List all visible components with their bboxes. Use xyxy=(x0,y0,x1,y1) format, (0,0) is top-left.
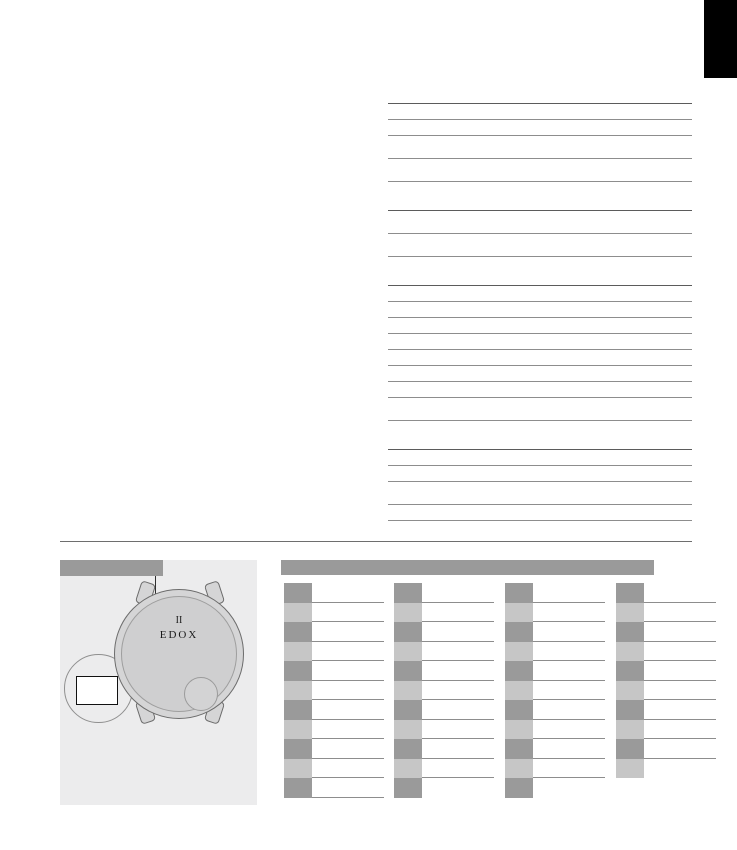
table-label-cell xyxy=(284,603,312,623)
table-label-column xyxy=(394,583,422,798)
corner-tab-marker xyxy=(704,0,737,78)
table-label-cell xyxy=(616,681,644,701)
table-label-cell xyxy=(616,661,644,681)
figure-caption-bar xyxy=(60,560,163,576)
table-label-cell xyxy=(505,681,533,701)
specification-ruled-list xyxy=(388,88,692,521)
table-label-cell xyxy=(394,720,422,740)
table-label-cell xyxy=(616,700,644,720)
section-divider xyxy=(60,541,692,542)
table-value-column xyxy=(422,583,494,798)
table-value-cell xyxy=(422,661,494,681)
rule-row-gap xyxy=(388,182,692,195)
table-value-cell xyxy=(422,739,494,759)
table-label-cell xyxy=(284,661,312,681)
rule-row xyxy=(388,120,692,136)
table-value-cell xyxy=(533,681,605,701)
table-value-cell xyxy=(312,603,384,623)
rule-row xyxy=(388,104,692,120)
table-value-cell xyxy=(533,739,605,759)
watch-dial-mark: II xyxy=(175,615,183,626)
table-value-cell xyxy=(644,603,716,623)
table-value-cell xyxy=(312,661,384,681)
table-label-cell xyxy=(394,700,422,720)
rule-row xyxy=(388,88,692,104)
table-value-cell xyxy=(533,720,605,740)
rule-row xyxy=(388,482,692,505)
rule-row xyxy=(388,450,692,466)
table-label-cell xyxy=(394,583,422,603)
table-label-cell xyxy=(394,661,422,681)
table-value-cell xyxy=(422,583,494,603)
table-value-cell xyxy=(422,700,494,720)
rule-row xyxy=(388,434,692,450)
watch-case xyxy=(114,589,244,719)
table-label-cell xyxy=(284,778,312,798)
table-value-cell xyxy=(644,720,716,740)
table-value-column xyxy=(644,583,716,798)
table-label-cell xyxy=(616,739,644,759)
table-value-cell xyxy=(312,739,384,759)
table-value-cell xyxy=(422,642,494,662)
table-column-group xyxy=(616,583,716,798)
rule-row xyxy=(388,398,692,421)
table-value-cell xyxy=(422,622,494,642)
tables-header-bar xyxy=(281,560,654,575)
table-value-cell xyxy=(644,739,716,759)
table-label-cell xyxy=(284,642,312,662)
table-value-cell xyxy=(644,622,716,642)
table-label-cell xyxy=(505,603,533,623)
table-label-cell xyxy=(284,681,312,701)
table-value-cell xyxy=(644,642,716,662)
table-label-cell xyxy=(505,583,533,603)
table-label-cell xyxy=(505,661,533,681)
rule-row-gap xyxy=(388,257,692,270)
table-value-cell xyxy=(533,778,605,798)
table-value-cell xyxy=(312,681,384,701)
table-value-cell xyxy=(422,778,494,798)
table-label-cell xyxy=(284,720,312,740)
table-label-column xyxy=(616,583,644,798)
watch-subdial xyxy=(184,677,218,711)
table-label-cell xyxy=(616,642,644,662)
reference-tables xyxy=(281,560,692,805)
table-value-cell-empty xyxy=(644,778,716,798)
table-value-cell xyxy=(533,603,605,623)
table-value-cell xyxy=(533,622,605,642)
table-label-cell xyxy=(284,583,312,603)
table-value-cell xyxy=(533,642,605,662)
rule-row xyxy=(388,505,692,521)
table-label-cell xyxy=(505,778,533,798)
table-value-cell xyxy=(312,622,384,642)
watch-dial xyxy=(121,596,237,712)
table-value-cell xyxy=(533,583,605,603)
table-label-cell xyxy=(394,778,422,798)
table-label-cell xyxy=(284,700,312,720)
table-value-column xyxy=(533,583,605,798)
table-label-cell xyxy=(505,759,533,779)
rule-row xyxy=(388,270,692,286)
table-label-cell xyxy=(394,739,422,759)
table-value-column xyxy=(312,583,384,798)
rule-row xyxy=(388,366,692,382)
table-label-cell xyxy=(394,603,422,623)
table-value-cell xyxy=(422,603,494,623)
table-label-cell xyxy=(616,720,644,740)
table-label-cell xyxy=(505,642,533,662)
table-value-cell xyxy=(422,720,494,740)
table-value-cell xyxy=(312,700,384,720)
rule-row xyxy=(388,350,692,366)
table-label-cell xyxy=(616,622,644,642)
table-label-cell xyxy=(616,603,644,623)
rule-row xyxy=(388,382,692,398)
table-value-cell xyxy=(422,681,494,701)
table-label-cell xyxy=(284,622,312,642)
table-value-cell xyxy=(644,700,716,720)
watch-figure-panel xyxy=(60,560,257,805)
table-label-cell xyxy=(284,739,312,759)
table-value-cell xyxy=(312,778,384,798)
table-value-cell xyxy=(312,720,384,740)
table-value-cell xyxy=(312,759,384,779)
table-label-cell xyxy=(394,622,422,642)
table-column-group xyxy=(505,583,605,798)
rule-row-gap xyxy=(388,421,692,434)
callout-window-rect xyxy=(76,676,118,705)
rule-row xyxy=(388,318,692,334)
table-column-group xyxy=(394,583,494,798)
table-value-cell xyxy=(312,583,384,603)
table-label-cell xyxy=(505,720,533,740)
rule-row xyxy=(388,159,692,182)
rule-row xyxy=(388,302,692,318)
table-label-cell xyxy=(616,583,644,603)
table-label-cell xyxy=(394,759,422,779)
table-value-cell xyxy=(644,583,716,603)
table-value-cell xyxy=(312,642,384,662)
table-value-cell xyxy=(533,661,605,681)
table-value-cell xyxy=(533,700,605,720)
table-value-cell xyxy=(644,661,716,681)
rule-row xyxy=(388,234,692,257)
rule-row xyxy=(388,334,692,350)
table-label-cell xyxy=(505,622,533,642)
table-value-cell xyxy=(533,759,605,779)
rule-row xyxy=(388,286,692,302)
table-label-cell xyxy=(505,739,533,759)
rule-row xyxy=(388,466,692,482)
watch-brand-text: EDOX xyxy=(159,629,199,641)
table-label-cell-empty xyxy=(616,778,644,798)
table-column-group xyxy=(284,583,384,798)
table-value-cell xyxy=(644,759,716,779)
rule-row xyxy=(388,211,692,234)
table-value-cell xyxy=(422,759,494,779)
table-label-cell xyxy=(284,759,312,779)
table-value-cell xyxy=(644,681,716,701)
table-label-column xyxy=(284,583,312,798)
table-label-column xyxy=(505,583,533,798)
table-label-cell xyxy=(616,759,644,779)
rule-row xyxy=(388,136,692,159)
rule-row xyxy=(388,195,692,211)
table-label-cell xyxy=(505,700,533,720)
table-label-cell xyxy=(394,681,422,701)
table-label-cell xyxy=(394,642,422,662)
